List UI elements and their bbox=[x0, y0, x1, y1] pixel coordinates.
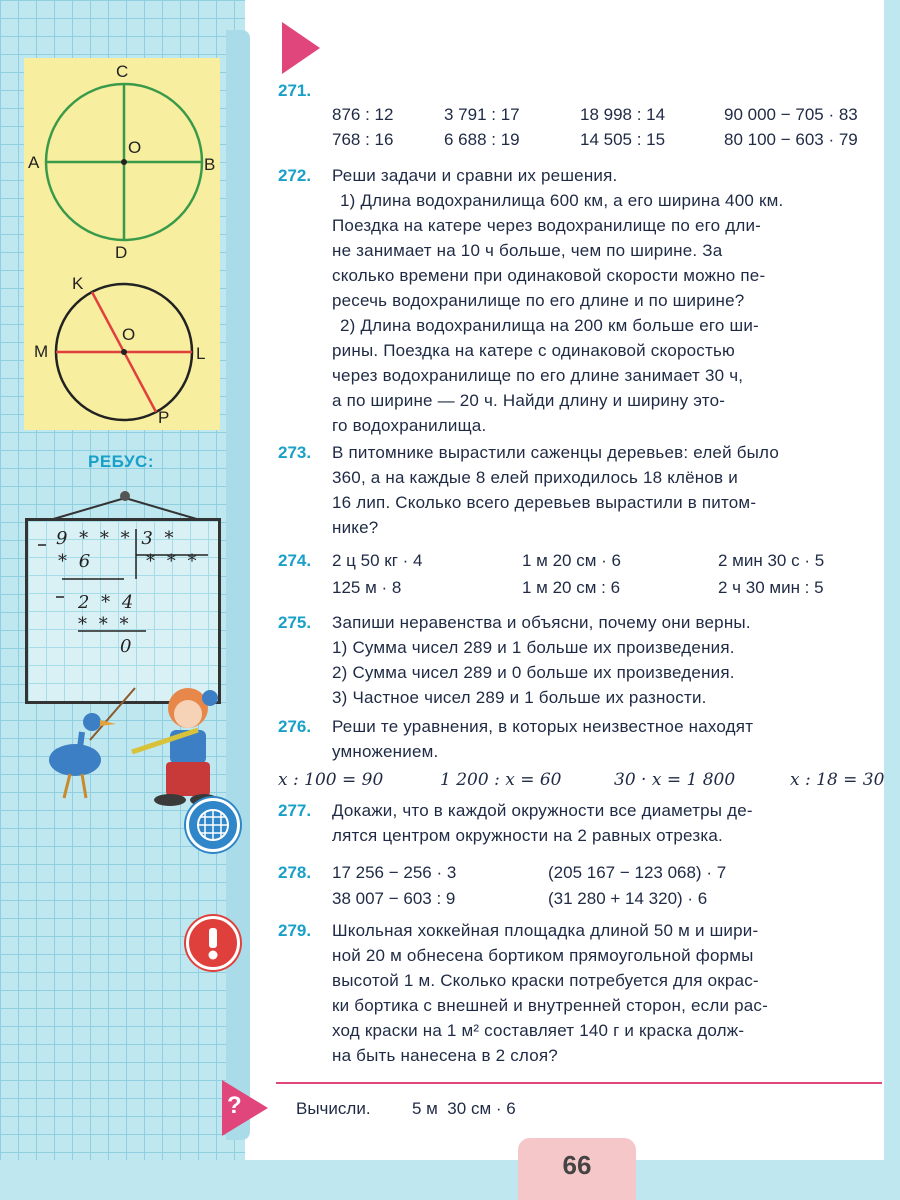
text-line: сколько времени при одинаковой скорости можно пе- bbox=[332, 266, 766, 285]
text-line: 1) Длина водохранилища 600 км, а его ширина 400 км. bbox=[340, 191, 784, 210]
bottom-strip bbox=[0, 1160, 900, 1200]
e276-eq-4: x : 18 = 30 bbox=[790, 770, 885, 790]
label-o-two: O bbox=[122, 325, 136, 344]
text-line: высотой 1 м. Сколько краски потребуется для окрас- bbox=[332, 971, 759, 990]
e274-r2-c1: 125 м · 8 bbox=[332, 578, 402, 597]
e274-r2-c2: 1 м 20 см : 6 bbox=[522, 578, 621, 597]
e276-eq-1: x : 100 = 90 bbox=[278, 770, 384, 790]
text-line: нике? bbox=[332, 518, 379, 537]
pointer-stick bbox=[90, 688, 135, 740]
text-line: на быть нанесена в 2 слоя? bbox=[332, 1046, 558, 1065]
rebus-line-6: 0 bbox=[120, 636, 135, 657]
bird-head bbox=[83, 713, 101, 731]
question-glyph: ? bbox=[227, 1092, 242, 1119]
e271-r1-c1: 876 : 12 bbox=[332, 105, 394, 124]
exercise-277-text bbox=[332, 798, 887, 848]
text-line: лятся центром окружности на 2 равных отрезка. bbox=[332, 826, 723, 845]
text-line: 2) Сумма чисел 289 и 0 больше их произведения. bbox=[332, 663, 735, 682]
e271-r1-c4: 90 000 − 705 · 83 bbox=[724, 105, 858, 124]
label-m: M bbox=[34, 342, 49, 361]
exercise-277-number: 277. bbox=[278, 801, 312, 820]
exercise-271-number: 271. bbox=[278, 81, 312, 100]
e274-r2-c3: 2 ч 30 мин : 5 bbox=[718, 578, 824, 597]
e274-r1-c3: 2 мин 30 с · 5 bbox=[718, 551, 825, 570]
exercise-279-number: 279. bbox=[278, 921, 312, 940]
text-line: В питомнике вырастили саженцы деревьев: елей было bbox=[332, 443, 780, 462]
center-dot-one bbox=[121, 159, 127, 165]
exercise-279-text bbox=[332, 918, 887, 1068]
label-p: P bbox=[158, 408, 170, 427]
compute-label: Вычисли. bbox=[296, 1099, 371, 1118]
label-l: L bbox=[196, 344, 206, 363]
page-number: 66 bbox=[562, 1150, 592, 1180]
e271-r2-c3: 14 505 : 15 bbox=[580, 130, 666, 149]
rebus-line-3: * * * bbox=[146, 551, 200, 572]
exercise-275-text bbox=[332, 610, 887, 710]
label-o-one: O bbox=[128, 138, 142, 157]
characters-illustration bbox=[20, 680, 230, 810]
e271-r1-c3: 18 998 : 14 bbox=[580, 105, 666, 124]
exercise-273-number: 273. bbox=[278, 443, 312, 462]
e274-r1-c1: 2 ц 50 кг · 4 bbox=[332, 551, 423, 570]
text-line: Запиши неравенства и объясни, почему они верны. bbox=[332, 613, 751, 632]
exercise-275-number: 275. bbox=[278, 613, 312, 632]
text-line: ресечь водохранилище по его длине и по ширине? bbox=[332, 291, 745, 310]
e278-r2-c1: 38 007 − 603 : 9 bbox=[332, 889, 456, 908]
rebus-line-4: 2 * 4 bbox=[78, 592, 137, 613]
rebus-line-2: * 6 bbox=[58, 551, 94, 572]
label-b: B bbox=[204, 155, 216, 174]
text-line: го водохранилища. bbox=[332, 416, 487, 435]
clown-pants bbox=[166, 762, 210, 796]
e276-eq-2: 1 200 : x = 60 bbox=[440, 770, 562, 790]
e271-r2-c4: 80 100 − 603 · 79 bbox=[724, 130, 858, 149]
label-c: C bbox=[116, 62, 129, 81]
text-line: 1) Сумма чисел 289 и 1 больше их произведения. bbox=[332, 638, 735, 657]
text-line: Докажи, что в каждой окружности все диаметры де- bbox=[332, 801, 753, 820]
exercise-276-text bbox=[332, 714, 887, 764]
text-line: а по ширине — 20 ч. Найди длину и ширину это- bbox=[332, 391, 726, 410]
e271-r2-c2: 6 688 : 19 bbox=[444, 130, 520, 149]
e271-r1-c2: 3 791 : 17 bbox=[444, 105, 520, 124]
label-k: K bbox=[72, 274, 84, 293]
label-d: D bbox=[115, 243, 128, 262]
e271-r2-c1: 768 : 16 bbox=[332, 130, 394, 149]
clown-face bbox=[174, 700, 202, 728]
text-line: через водохранилище по его длине занимает 30 ч, bbox=[332, 366, 744, 385]
center-dot-two bbox=[121, 349, 127, 355]
exercise-278-number: 278. bbox=[278, 863, 312, 882]
rebus-line-1: 9 * * * 3 * bbox=[56, 528, 177, 549]
text-line: 16 лип. Сколько всего деревьев вырастили в питом- bbox=[332, 493, 757, 512]
exercise-276-number: 276. bbox=[278, 717, 312, 736]
e278-r2-c2: (31 280 + 14 320) · 6 bbox=[548, 889, 708, 908]
text-line: умножением. bbox=[332, 742, 439, 761]
exercise-272-number: 272. bbox=[278, 166, 312, 185]
text-line: 2) Длина водохранилища на 200 км больше его ши- bbox=[340, 316, 759, 335]
text-line: ной 20 м обнесена бортиком прямоугольной формы bbox=[332, 946, 754, 965]
e274-r1-c2: 1 м 20 см · 6 bbox=[522, 551, 621, 570]
e276-eq-3: 30 · x = 1 800 bbox=[614, 770, 736, 790]
globe-icon bbox=[186, 798, 240, 852]
e278-r1-c2: (205 167 − 123 068) · 7 bbox=[548, 863, 727, 882]
text-line: не занимает на 10 ч больше, чем по ширине. За bbox=[332, 241, 723, 260]
rebus-line-5: * * * bbox=[78, 614, 132, 635]
exclamation-icon bbox=[186, 916, 240, 970]
exercise-274-number: 274. bbox=[278, 551, 312, 570]
e278-r1-c1: 17 256 − 256 · 3 bbox=[332, 863, 457, 882]
exercise-273-text bbox=[332, 440, 887, 540]
text-line: Поездка на катере через водохранилище по его дли- bbox=[332, 216, 762, 235]
text-line: Реши те уравнения, в которых неизвестное находят bbox=[332, 717, 754, 736]
text-line: ки бортика с внешней и внутренней сторон, если рас- bbox=[332, 996, 768, 1015]
text-line: ход краски на 1 м² составляет 140 г и краска долж- bbox=[332, 1021, 745, 1040]
rebus-title: РЕБУС: bbox=[88, 452, 154, 471]
label-a: A bbox=[28, 153, 40, 172]
compute-expression: 5 м 30 см · 6 bbox=[412, 1099, 516, 1118]
exercise-272-text bbox=[332, 163, 887, 438]
text-line: 3) Частное чисел 289 и 1 больше их разности. bbox=[332, 688, 707, 707]
section-marker-icon bbox=[282, 22, 320, 74]
text-line: 360, а на каждые 8 елей приходилось 18 клёнов и bbox=[332, 468, 738, 487]
text-line: рины. Поездка на катере с одинаковой скоростью bbox=[332, 341, 735, 360]
bird-body bbox=[49, 744, 101, 776]
text-line: Школьная хоккейная площадка длиной 50 м и шири- bbox=[332, 921, 759, 940]
text-line: Реши задачи и сравни их решения. bbox=[332, 166, 618, 185]
footer-divider bbox=[276, 1082, 882, 1084]
margin-edge bbox=[226, 30, 250, 1140]
